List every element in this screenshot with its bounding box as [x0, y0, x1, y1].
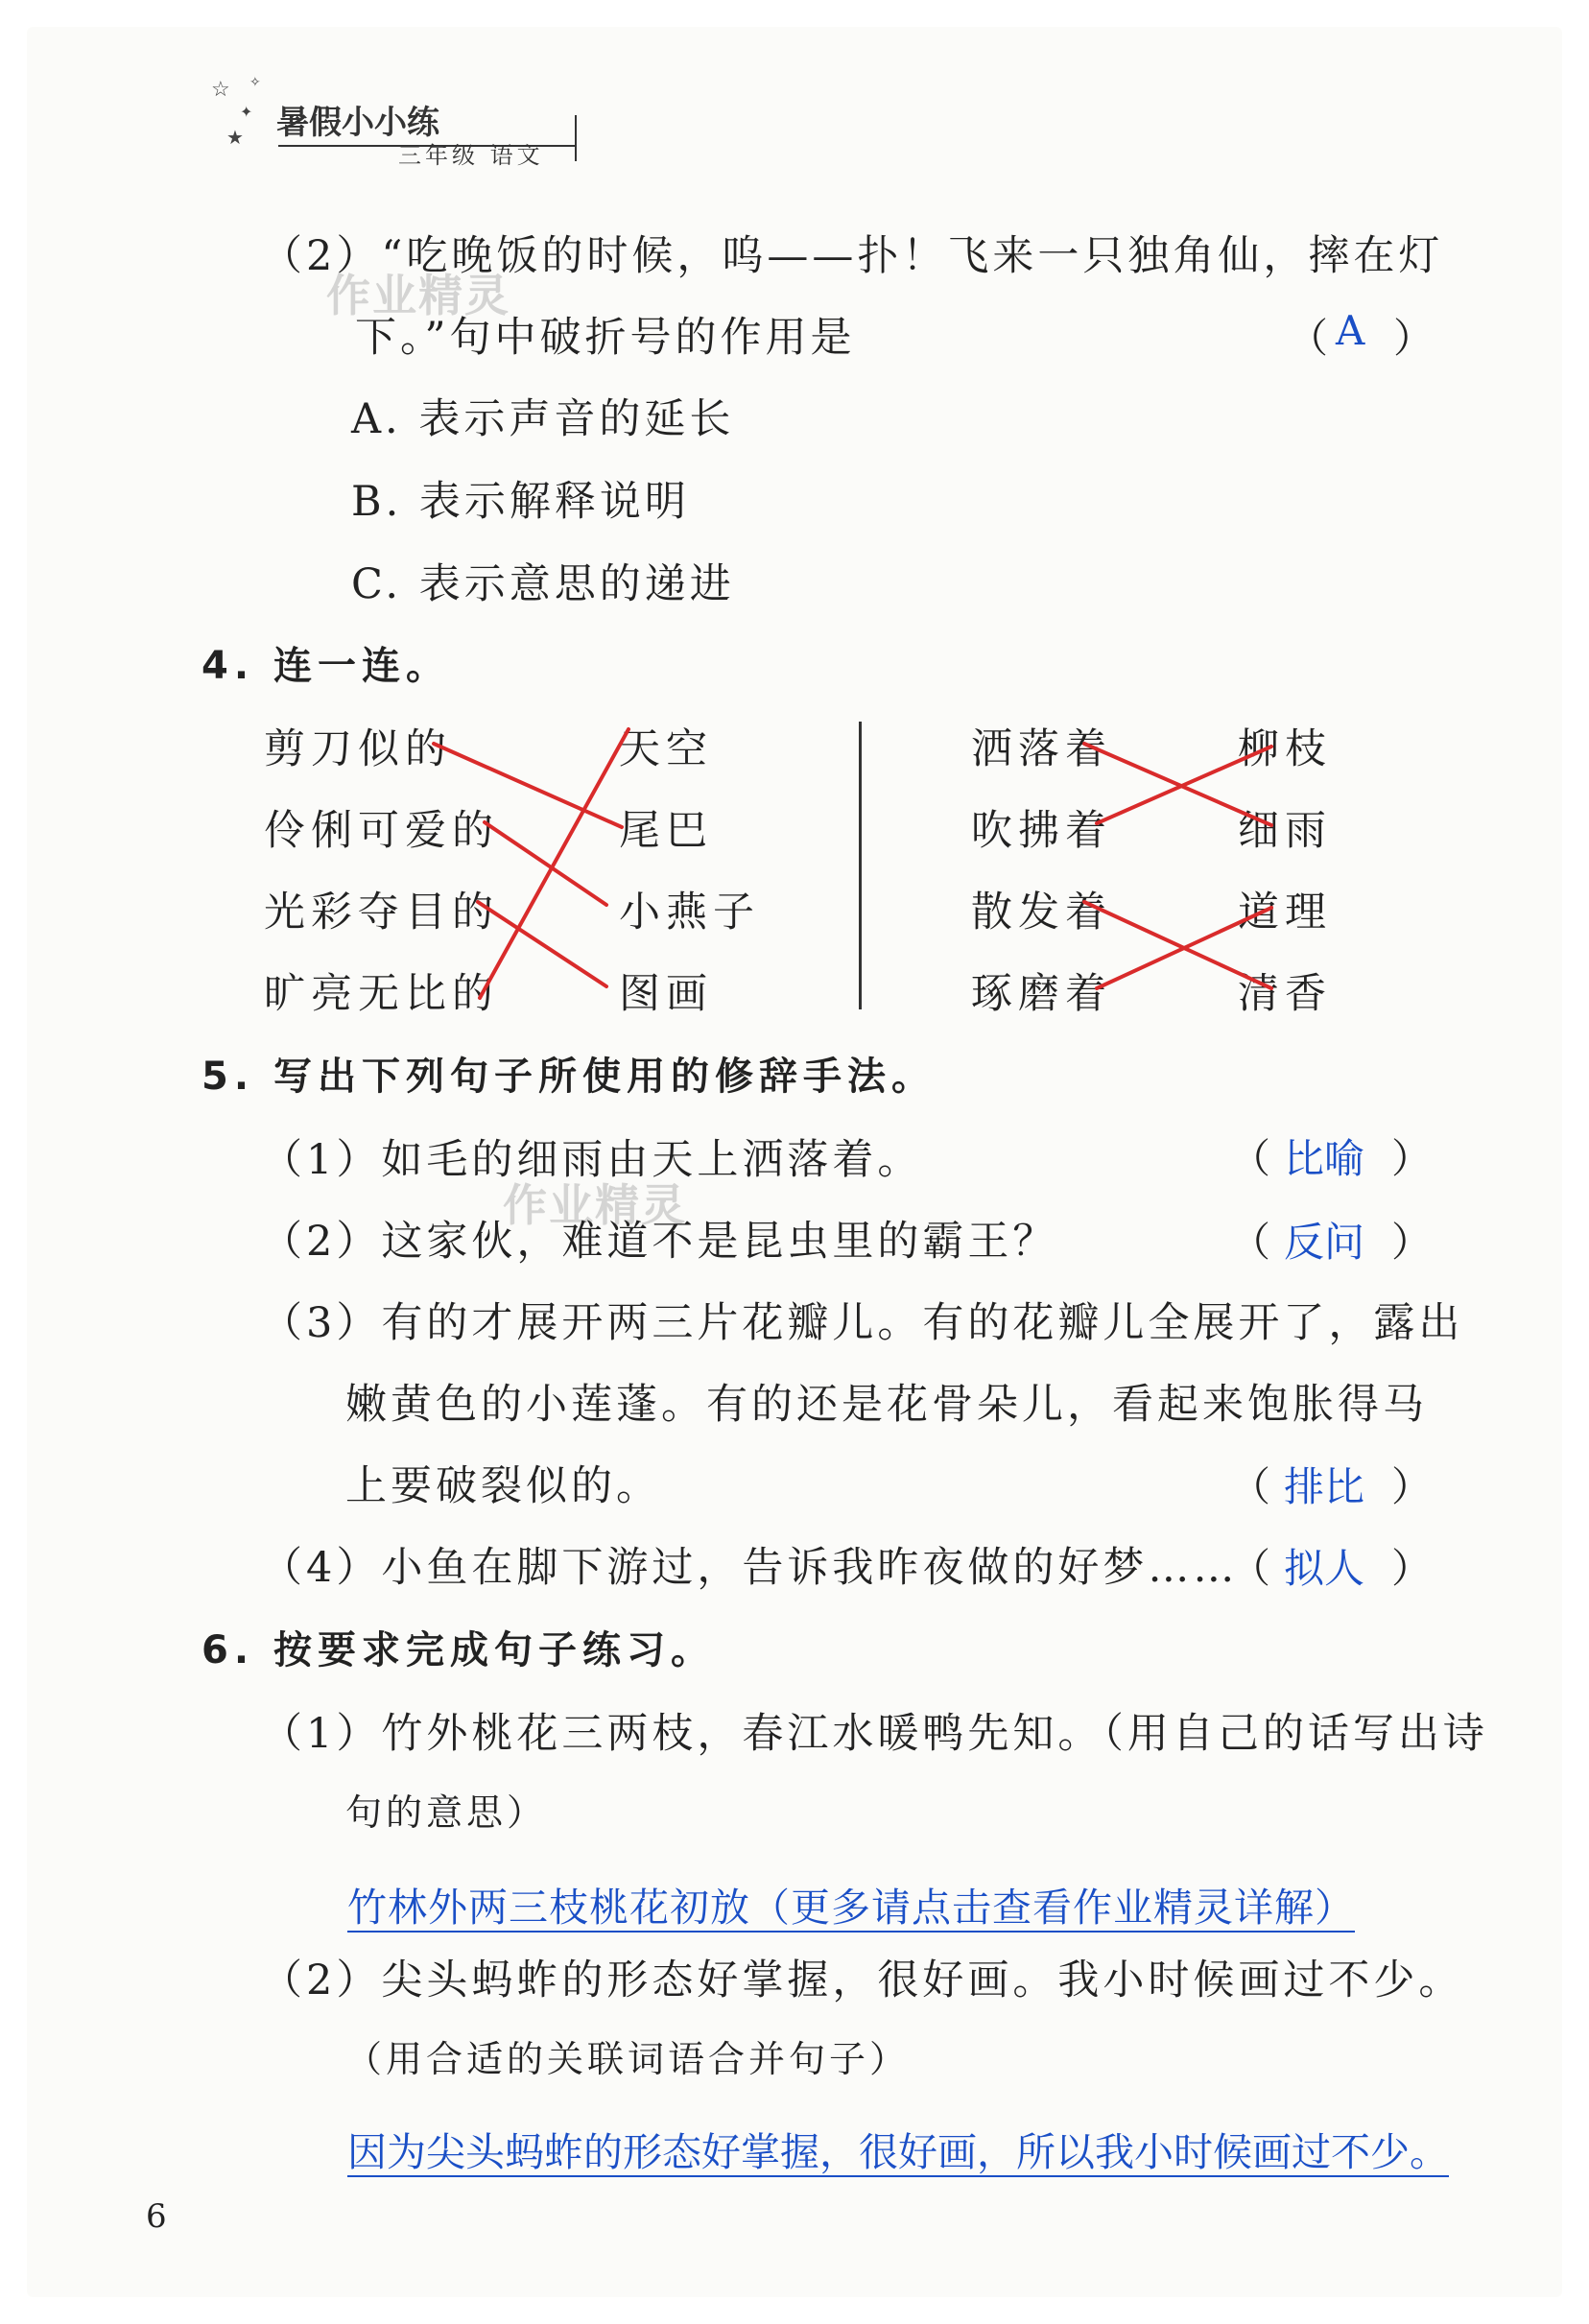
s5-a4: 拟人: [1284, 1545, 1365, 1592]
match-line: [480, 729, 628, 998]
answer-paren: ）: [1391, 1463, 1433, 1510]
match-left-b: 尾巴: [619, 807, 713, 855]
header-subtitle: 三年级 语文: [398, 142, 544, 169]
answer-paren: ）: [1393, 315, 1435, 362]
match-right-a: 吹拂着: [971, 807, 1112, 855]
answer-paren: ）: [1391, 1545, 1433, 1592]
s5-a1: 比喻: [1284, 1135, 1365, 1182]
match-left-a: 光彩夺目的: [264, 889, 499, 937]
match-right-a: 散发着: [971, 889, 1112, 937]
s6-a1: 竹林外两三枝桃花初放（更多请点击查看作业精灵详解）: [347, 1885, 1355, 1931]
match-right-b: 细雨: [1238, 807, 1332, 855]
matching-lines: [0, 0, 1589, 1055]
s5-q4: （4）小鱼在脚下游过，告诉我昨夜做的好梦……: [261, 1544, 1239, 1592]
match-left-a: 旷亮无比的: [264, 970, 499, 1018]
match-line: [434, 744, 622, 827]
option-a: A. 表示声音的延长: [351, 395, 735, 443]
star-icon: ✧: [249, 75, 261, 90]
option-c: C. 表示意思的递进: [351, 560, 735, 608]
q3-2-line1: （2）“吃晚饭的时候，呜——扑！飞来一只独角仙，摔在灯: [261, 232, 1444, 280]
s5-q3-line1: （3）有的才展开两三片花瓣儿。有的花瓣儿全展开了，露出: [261, 1299, 1464, 1347]
star-icon: ★: [226, 126, 244, 149]
star-icon: ✦: [240, 103, 253, 121]
s6-q2-line2: （用合适的关联词语合并句子）: [345, 2038, 911, 2080]
match-left-b: 小燕子: [619, 889, 760, 937]
star-icon: ☆: [211, 78, 230, 102]
match-left-b: 天空: [619, 725, 713, 773]
section-6-title: 6. 按要求完成句子练习。: [202, 1628, 715, 1672]
option-b: B. 表示解释说明: [351, 478, 690, 526]
s5-a2: 反问: [1284, 1219, 1365, 1266]
match-left-a: 剪刀似的: [264, 725, 452, 773]
section-4-title: 4. 连一连。: [202, 644, 450, 688]
match-left-b: 图画: [619, 970, 713, 1018]
s5-q3-line2: 嫩黄色的小莲蓬。有的还是花骨朵儿，看起来饱胀得马: [345, 1381, 1428, 1429]
match-right-a: 琢磨着: [971, 970, 1112, 1018]
watermark: 作业精灵: [326, 270, 510, 321]
s5-q2: （2）这家伙，难道不是昆虫里的霸王？: [261, 1218, 1058, 1266]
page-number: 6: [146, 2197, 167, 2236]
match-line: [485, 822, 606, 905]
section-5-title: 5. 写出下列句子所使用的修辞手法。: [202, 1055, 936, 1099]
match-right-b: 道理: [1238, 889, 1332, 937]
answer-paren: （: [1230, 1219, 1271, 1266]
match-line: [478, 902, 606, 986]
match-line: [1084, 744, 1271, 825]
match-right-b: 清香: [1238, 970, 1332, 1018]
answer-paren: ）: [1391, 1135, 1433, 1182]
match-left-a: 伶俐可爱的: [264, 807, 499, 855]
s5-q1: （1）如毛的细雨由天上洒落着。: [261, 1136, 923, 1184]
answer-paren: （: [1230, 1545, 1271, 1592]
q3-2-line2: 下。”句中破折号的作用是: [355, 314, 856, 362]
s6-q1-line1: （1）竹外桃花三两枝，春江水暖鸭先知。（用自己的话写出诗: [261, 1710, 1488, 1758]
answer-paren: ）: [1391, 1219, 1433, 1266]
s5-q3-line3: 上要破裂似的。: [345, 1462, 661, 1510]
s6-q1-line2: 句的意思）: [345, 1791, 548, 1834]
s5-a3: 排比: [1284, 1463, 1365, 1510]
match-line: [1084, 902, 1271, 988]
answer-paren: （: [1230, 1463, 1271, 1510]
answer-paren: （: [1230, 1135, 1271, 1182]
s6-q2-line1: （2）尖头蚂蚱的形态好掌握，很好画。我小时候画过不少。: [261, 1956, 1464, 2004]
q3-2-answer: A: [1336, 307, 1365, 354]
s6-a2: 因为尖头蚂蚱的形态好掌握，很好画，所以我小时候画过不少。: [347, 2129, 1449, 2175]
watermark: 作业精灵: [503, 1179, 687, 1231]
header-brand: 暑假小小练: [276, 104, 439, 142]
match-right-a: 洒落着: [971, 725, 1112, 773]
match-right-b: 柳枝: [1238, 725, 1332, 773]
answer-paren: （: [1288, 315, 1329, 362]
